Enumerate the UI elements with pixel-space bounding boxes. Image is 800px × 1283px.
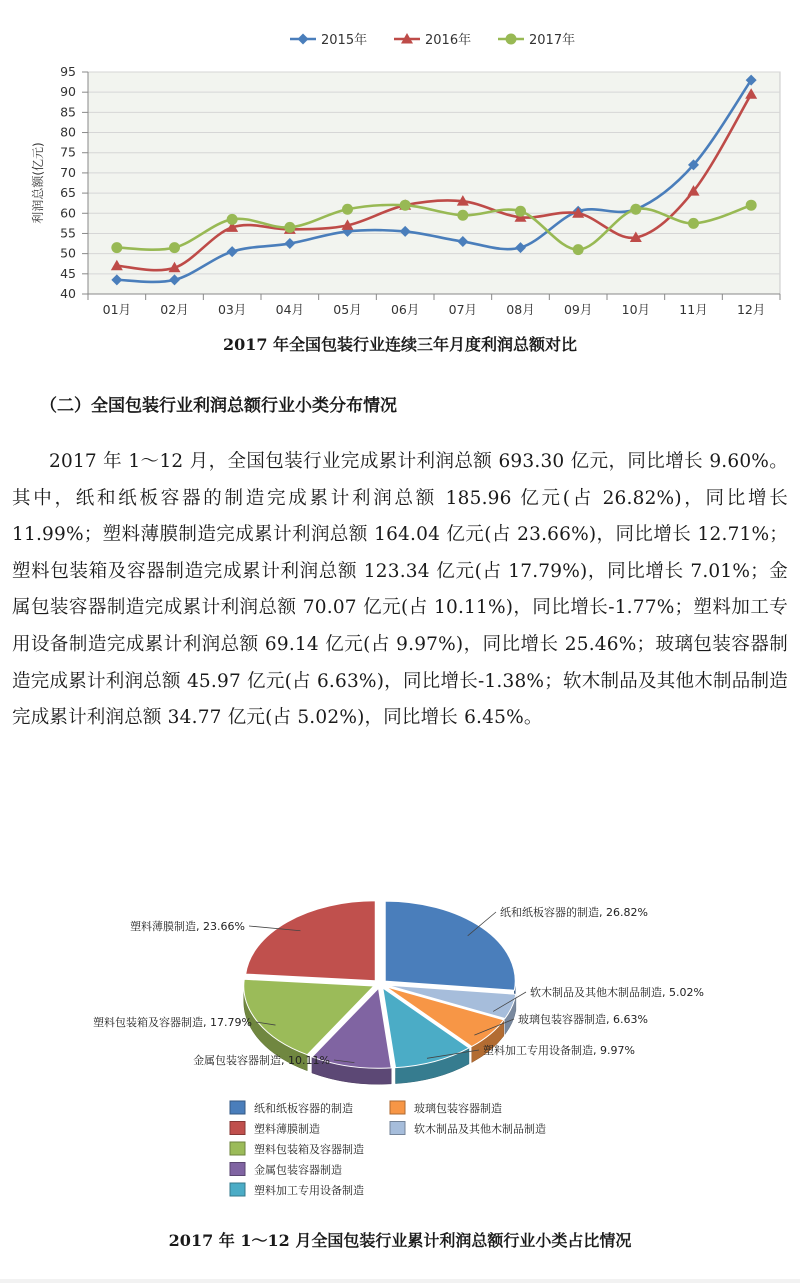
x-tick-label: 05月 — [333, 302, 362, 317]
pie-chart-caption: 2017 年 1～12 月全国包装行业累计利润总额行业小类占比情况 — [168, 1231, 632, 1250]
legend-label: 纸和纸板容器的制造 — [254, 1102, 353, 1115]
pie-legend — [230, 1101, 546, 1197]
legend-swatch — [230, 1142, 245, 1155]
data-point — [573, 244, 584, 255]
legend-swatch — [230, 1101, 245, 1114]
data-point — [746, 200, 757, 211]
x-tick-label: 07月 — [448, 302, 478, 317]
body-paragraph — [12, 444, 788, 737]
y-tick-label: 85 — [60, 104, 76, 120]
legend-label: 塑料加工专用设备制造 — [254, 1184, 364, 1197]
paragraph-text: 2017 年 1～12 月，全国包装行业完成累计利润总额 693.30 亿元，同比增长 9.60%。其中，纸和纸板容器的制造完成累计利润总额 185.96 亿元(占 26.82%)，同比增长 11.99%；塑料薄膜制造完成累计利润总额 164.04 亿元(占 23.66%)，同比增长 12.71%；塑料包装箱及容器制造完成累计利润总额 123.34 亿元(占 17.79%)，同比增长 7.01%；金属包装容器制造完成累计利润总额 70.07 亿元(占 10.11%)，同比增长-1.77%；塑料加工专用设备制造完成累计利润总额 69.14 亿元(占 9.97%)，同比增长 25.46%；玻璃包装容器制造完成累计利润总额 45.97 亿元(占 6.63%)，同比增长-1.38%；软木制品及其他木制品制造完成累计利润总额 34.77 亿元(占 5.02%)，同比增长 6.45%。 — [12, 451, 788, 729]
legend-label: 2015年 — [321, 33, 368, 48]
legend-swatch — [230, 1183, 245, 1196]
y-tick-label: 45 — [60, 265, 76, 281]
y-axis-label: 利润总额(亿元) — [31, 142, 45, 224]
pie-slice-label: 塑料加工专用设备制造, 9.97% — [483, 1044, 635, 1057]
y-tick-label: 95 — [60, 64, 76, 79]
legend-label: 金属包装容器制造 — [254, 1163, 342, 1177]
data-point — [630, 204, 641, 215]
legend-label: 塑料薄膜制造 — [254, 1122, 320, 1136]
pie-slice-label: 软木制品及其他木制品制造, 5.02% — [530, 986, 704, 999]
y-tick-label: 40 — [60, 286, 76, 301]
category-share-pie-chart — [0, 880, 800, 1220]
y-tick-label: 75 — [60, 144, 76, 160]
y-tick-label: 60 — [60, 205, 76, 221]
data-point — [457, 210, 468, 221]
data-point — [515, 206, 526, 217]
legend-swatch — [390, 1101, 405, 1114]
legend-label: 2016年 — [425, 33, 472, 48]
data-point — [400, 200, 411, 211]
y-tick-label: 80 — [60, 124, 76, 140]
y-tick-label: 70 — [60, 164, 76, 180]
x-tick-label: 11月 — [679, 302, 708, 317]
pie-slice-label: 玻璃包装容器制造, 6.63% — [518, 1013, 648, 1026]
x-tick-label: 02月 — [160, 302, 189, 317]
data-point — [227, 214, 238, 225]
pie-slice-label: 塑料薄膜制造, 23.66% — [130, 920, 245, 933]
y-tick-label: 50 — [60, 245, 76, 261]
legend-label: 塑料包装箱及容器制造 — [254, 1143, 364, 1156]
page-bottom-rule — [0, 1279, 800, 1283]
x-tick-label: 09月 — [563, 302, 593, 317]
legend-label: 2017年 — [529, 33, 576, 48]
line-chart-caption: 2017 年全国包装行业连续三年月度利润总额对比 — [222, 335, 578, 354]
monthly-profit-line-chart — [0, 0, 800, 330]
legend-label: 玻璃包装容器制造 — [414, 1102, 502, 1115]
legend-swatch — [230, 1163, 245, 1176]
y-tick-label: 90 — [60, 84, 76, 100]
data-point — [111, 242, 122, 253]
x-tick-label: 10月 — [621, 302, 651, 317]
y-tick-label: 55 — [60, 225, 76, 241]
data-point — [506, 34, 517, 45]
x-tick-label: 04月 — [275, 302, 305, 317]
data-point — [284, 222, 295, 233]
data-point — [298, 34, 309, 45]
data-point — [169, 242, 180, 253]
pie-slice — [385, 901, 515, 990]
pie-slice — [246, 901, 376, 981]
x-tick-label: 03月 — [217, 302, 247, 317]
data-point — [342, 204, 353, 215]
line-chart-legend — [290, 32, 575, 48]
pie-slices — [244, 901, 516, 1068]
x-tick-label: 06月 — [390, 302, 420, 317]
section-heading: （二）全国包装行业利润总额行业小类分布情况 — [40, 396, 397, 416]
legend-swatch — [390, 1122, 405, 1135]
x-tick-label: 01月 — [102, 302, 132, 317]
pie-slice-label: 塑料包装箱及容器制造, 17.79% — [93, 1016, 252, 1029]
y-tick-label: 65 — [60, 185, 76, 201]
legend-label: 软木制品及其他木制品制造 — [414, 1122, 546, 1136]
x-tick-label: 08月 — [506, 302, 535, 317]
legend-swatch — [230, 1122, 245, 1135]
data-point — [688, 218, 699, 229]
pie-slice-label: 纸和纸板容器的制造, 26.82% — [500, 906, 648, 919]
pie-slice-label: 金属包装容器制造, 10.11% — [193, 1054, 330, 1067]
x-tick-label: 12月 — [736, 302, 766, 317]
